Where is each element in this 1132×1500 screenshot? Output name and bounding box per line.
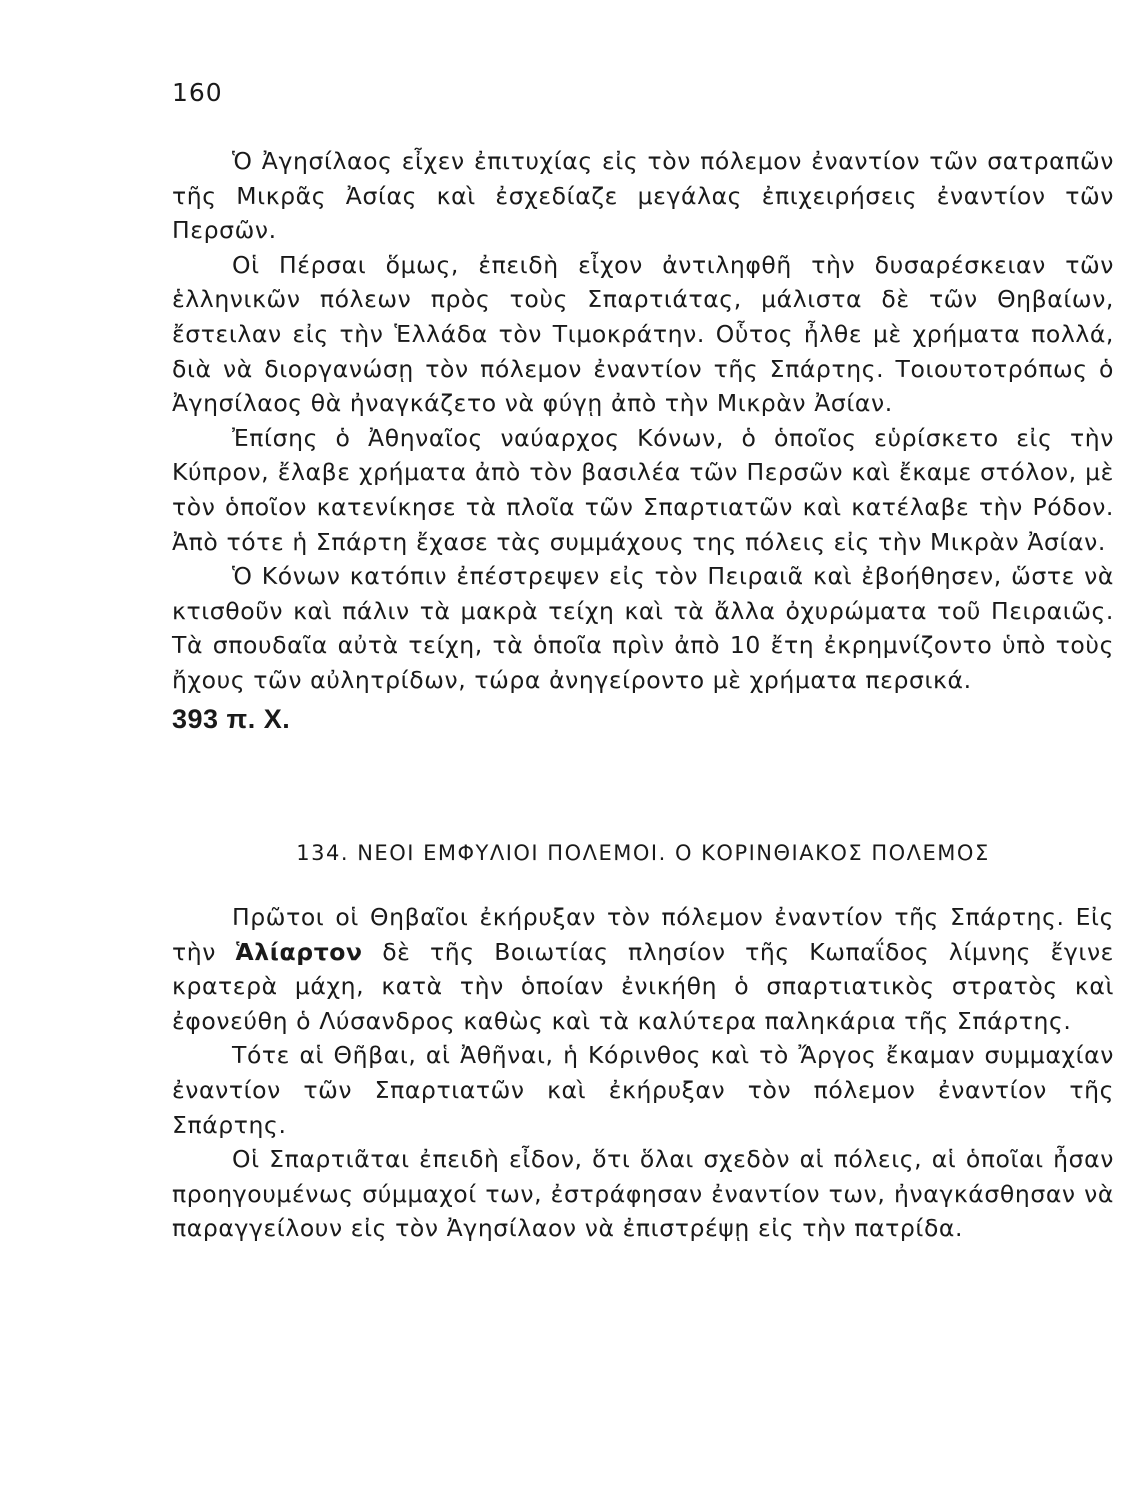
paragraph-long-walls: Ὁ Κόνων κατόπιν ἐπέστρεψεν εἰς τὸν Πειραιᾶ καὶ ἐβοήθησεν, ὥστε νὰ κτισθοῦν καὶ πάλιν τὰ μακρὰ τείχη καὶ τὰ ἄλλα ὀχυρώματα τοῦ Πειραιῶς. Τὰ σπουδαῖα αὐτὰ τείχη, τὰ ὁποῖα πρὶν ἀπὸ 10 ἔτη ἐκρημνίζοντο ὑπὸ τοὺς ἤχους τῶν αὐλητρίδων, τώρα ἀνηγείροντο μὲ χρήματα περσικά. (172, 562, 1114, 694)
section-heading: 134. ΝΕΟΙ ΕΜΦΥΛΙΟΙ ΠΟΛΕΜΟΙ. Ο ΚΟΡΙΝΘΙΑΚΟΣ ΠΟΛΕΜΟΣ (296, 841, 990, 865)
paragraph-agesilaus: Ὁ Ἀγησίλαος εἶχεν ἐπιτυχίας εἰς τὸν πόλεμον ἐναντίον τῶν σατραπῶν τῆς Μικρᾶς Ἀσίας καὶ ἐσχεδίαζε μεγάλας ἐπιχειρήσεις ἐναντίον τῶν Περσῶν. (172, 147, 1114, 245)
paragraph-recall-agesilaus: Οἱ Σπαρτιᾶται ἐπειδὴ εἶδον, ὅτι ὅλαι σχεδὸν αἱ πόλεις, αἱ ὁποῖαι ἦσαν προηγουμένως σύμμαχοί των, ἐστράφησαν ἐναντίον των, ἠναγκάσθησαν νὰ παραγγείλουν εἰς τὸν Ἀγησίλαον νὰ ἐπιστρέψῃ εἰς τὴν πατρίδα. (172, 1145, 1114, 1243)
page-number: 160 (172, 78, 223, 107)
paragraph-konon-fleet: Ἐπίσης ὁ Ἀθηναῖος ναύαρχος Κόνων, ὁ ὁποῖος εὑρίσκετο εἰς τὴν Κύπρον, ἔλαβε χρήματα ἀπὸ τὸν βασιλέα τῶν Περσῶν καὶ ἔκαμε στόλον, μὲ τὸν ὁποῖον κατενίκησε τὰ πλοῖα τῶν Σπαρτιατῶν καὶ κατέλαβε τὴν Ρόδον. Ἀπὸ τότε ἡ Σπάρτη ἔχασε τὰς συμμάχους της πόλεις εἰς τὴν Μικρὰν Ἀσίαν. (172, 423, 1114, 556)
paragraph-alliance: Τότε αἱ Θῆβαι, αἱ Ἀθῆναι, ἡ Κόρινθος καὶ τὸ Ἄργος ἔκαμαν συμμαχίαν ἐναντίον τῶν Σπαρτιατῶν καὶ ἐκήρυξαν τὸν πόλεμον ἐναντίον τῆς Σπάρτης. (172, 1041, 1114, 1139)
paragraph-haliartos (172, 900, 1114, 1038)
place-name-haliartos: Ἁλίαρτον (235, 937, 363, 966)
paragraph-haliartos-start: Πρῶτοι οἱ Θηβαῖοι ἐκήρυξαν τὸν πόλεμον ἐναντίον τῆς Σπάρτης. Εἰς τὴν (172, 903, 1114, 966)
paragraph-haliartos-end: δὲ τῆς Βοιωτίας πλησίον τῆς Κωπαΐδος λίμνης ἔγινε κρατερὰ μάχη, κατὰ τὴν ὁποίαν ἐνικήθη ὁ σπαρτιατικὸς στρατὸς καὶ ἐφονεύθη ὁ Λύσανδρος καθὼς καὶ τὰ καλύτερα παληκάρια τῆς Σπάρτης. (172, 937, 1114, 1035)
paragraph-persians: Οἱ Πέρσαι ὅμως, ἐπειδὴ εἶχον ἀντιληφθῆ τὴν δυσαρέσκειαν τῶν ἑλληνικῶν πόλεων πρὸς τοὺς Σπαρτιάτας, μάλιστα δὲ τῶν Θηβαίων, ἔστειλαν εἰς τὴν Ἑλλάδα τὸν Τιμοκράτην. Οὗτος ἦλθε μὲ χρήματα πολλά, διὰ νὰ διοργανώσῃ τὸν πόλεμον ἐναντίον τῆς Σπάρτης. Τοιουτοτρόπως ὁ Ἀγησίλαος θὰ ἠναγκάζετο νὰ φύγῃ ἀπὸ τὴν Μικρὰν Ἀσίαν. (172, 250, 1114, 418)
text-before-section (172, 144, 1114, 698)
margin-date-note: 393 π. Χ. (172, 704, 291, 734)
section-body (172, 900, 1114, 1246)
